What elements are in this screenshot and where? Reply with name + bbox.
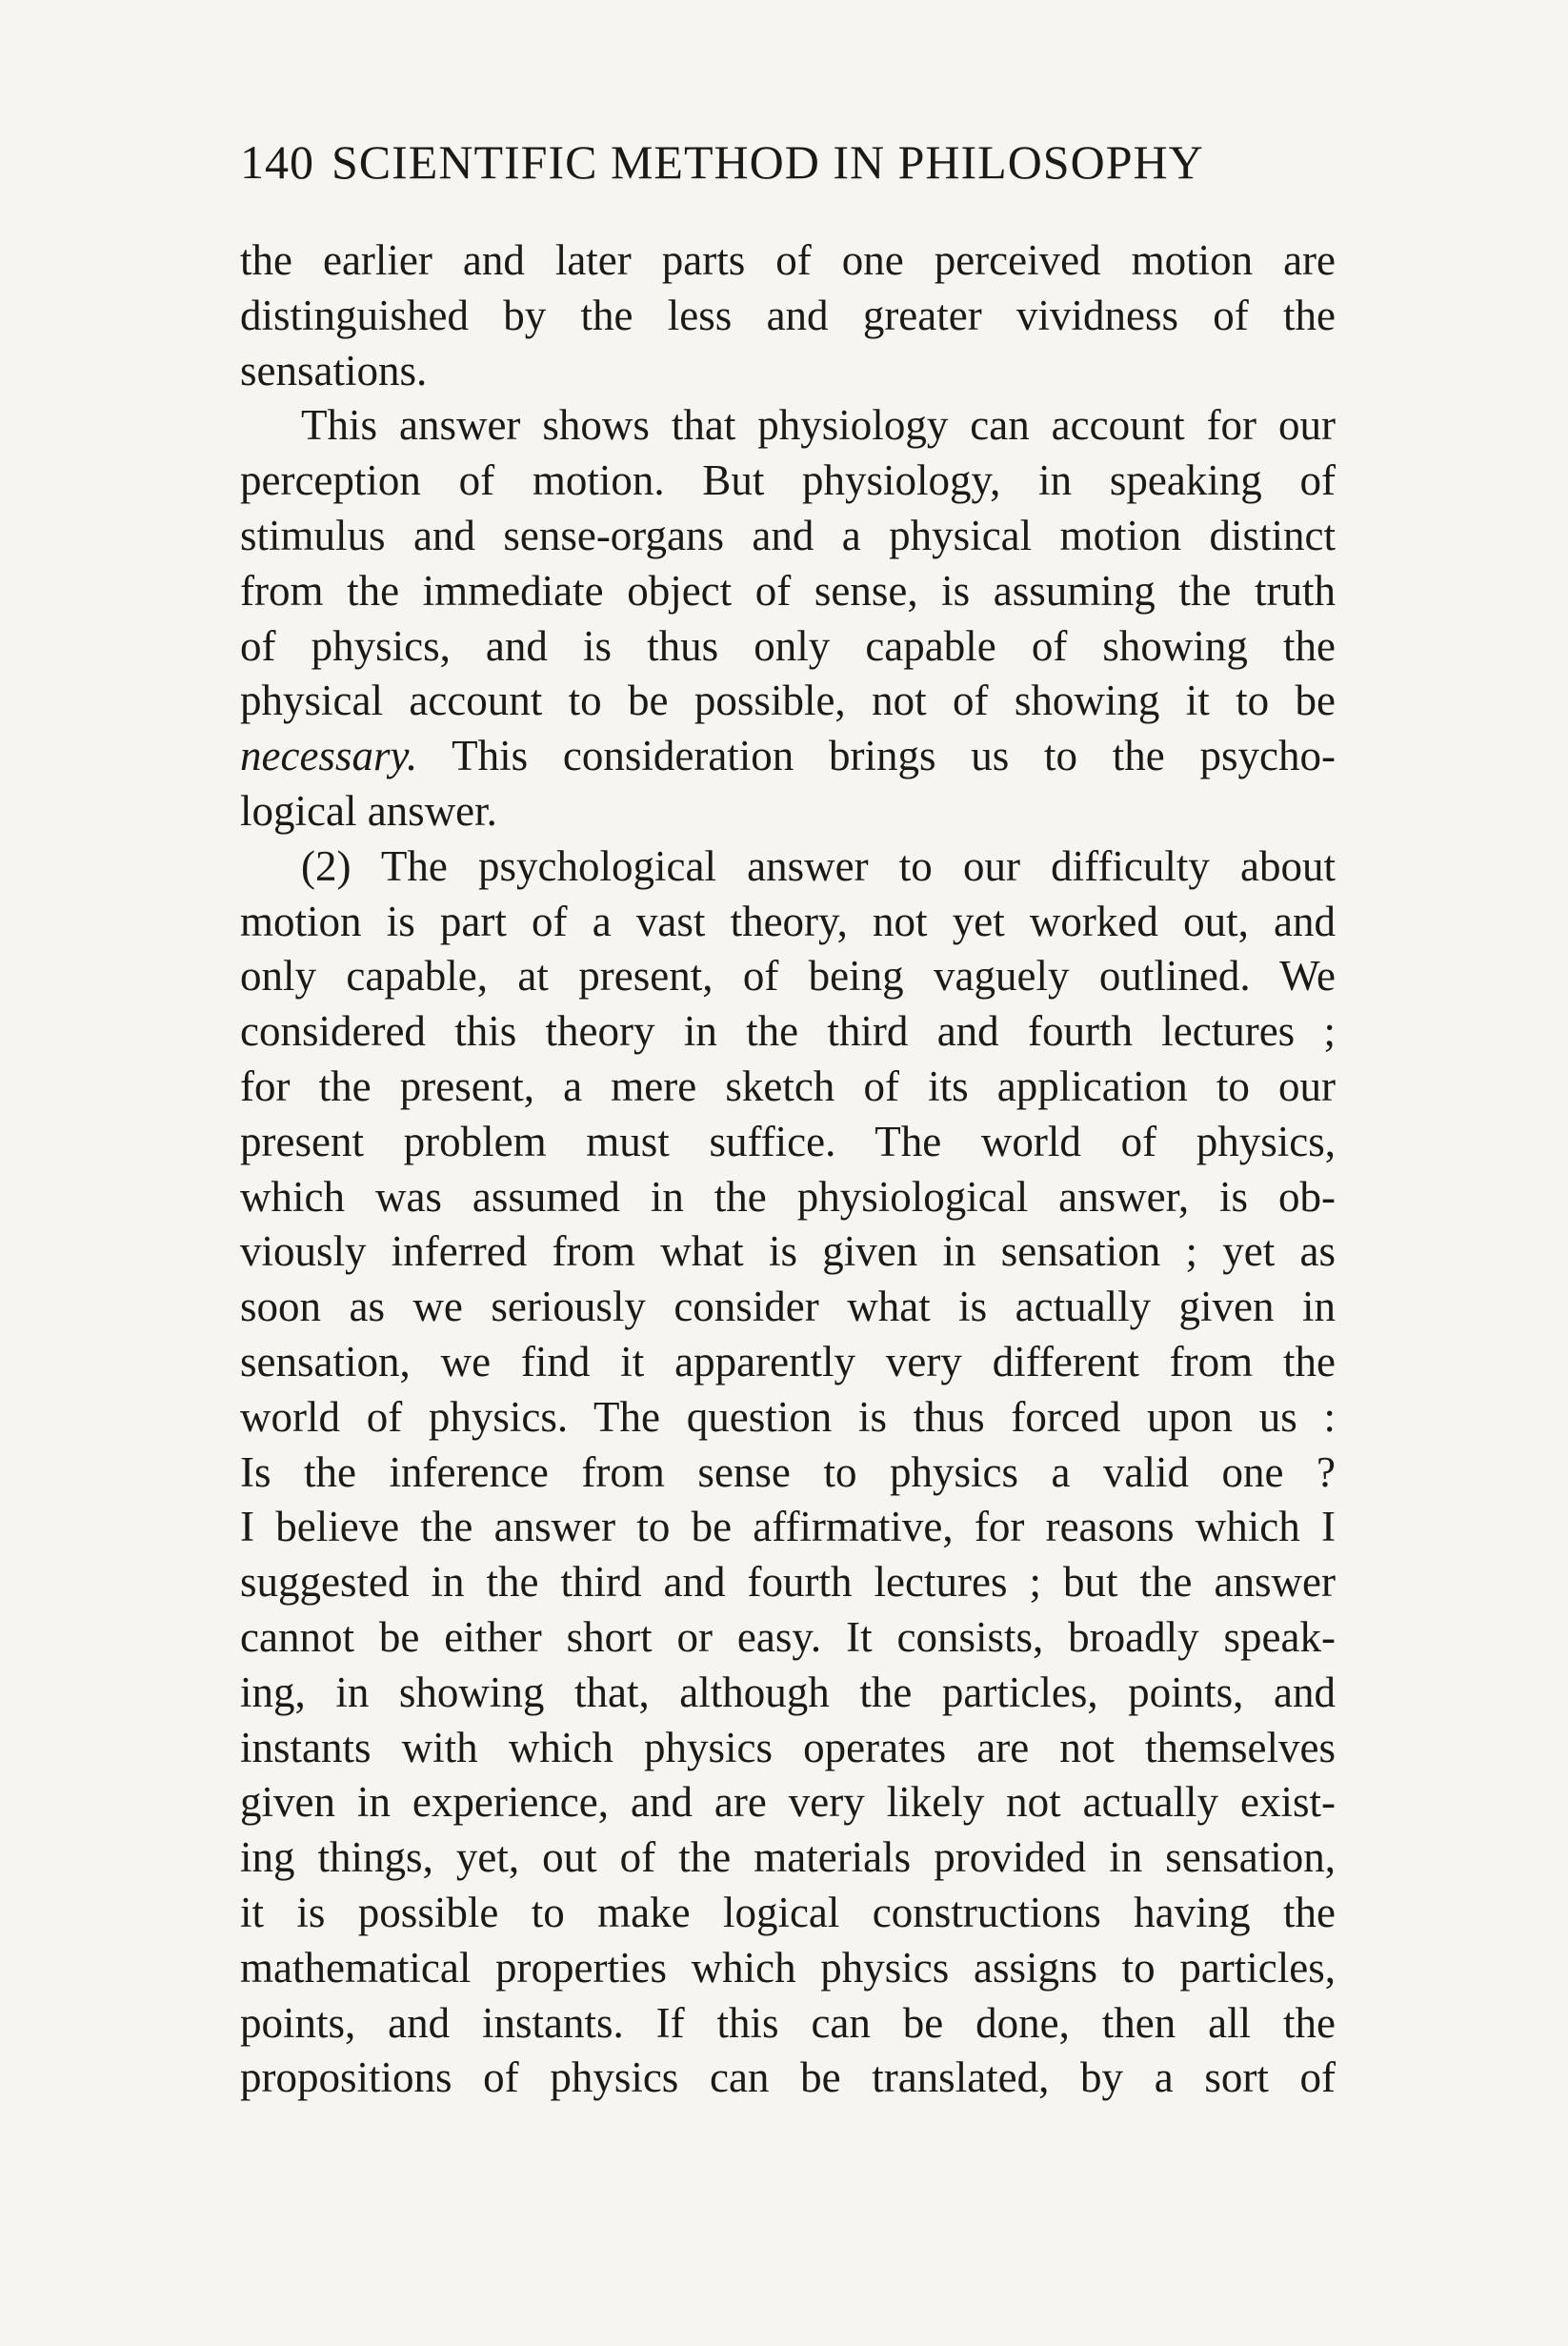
line-text: soon as we seriously consider what is actually given in (240, 1283, 1336, 1331)
text-line (240, 1941, 1336, 1996)
text-line (240, 1170, 1336, 1225)
line-text: cannot be either short or easy. It consists, broadly speak- (240, 1612, 1336, 1661)
line-text: which was assumed in the physiological answer, is ob- (240, 1172, 1336, 1221)
line-text: sensation, we find it apparently very different from the (240, 1337, 1336, 1385)
line-text: sensations. (240, 346, 428, 394)
text-line (240, 1446, 1336, 1501)
line-text: for the present, a mere sketch of its application to our (240, 1062, 1336, 1110)
text-line (240, 1721, 1336, 1776)
line-text: ing, in showing that, although the particles, points, and (240, 1668, 1336, 1716)
line-text: ing things, yet, out of the materials provided in sensation, (240, 1833, 1336, 1882)
line-text: physical account to be possible, not of showing it to be (240, 677, 1336, 725)
line-text: stimulus and sense-organs and a physical motion distinct (240, 511, 1336, 559)
line-text: given in experience, and are very likely not actually exist- (240, 1778, 1336, 1827)
body-text (240, 233, 1336, 2106)
italic-word: necessary. (240, 732, 418, 780)
line-text: considered this theory in the third and fourth lectures ; (240, 1007, 1336, 1056)
text-line (240, 1500, 1336, 1555)
text-line (240, 344, 1336, 399)
line-text: (2) The psychological answer to our difficulty about (301, 841, 1336, 890)
text-line (240, 1335, 1336, 1390)
line-text: perception of motion. But physiology, in speaking of (240, 456, 1336, 505)
text-line (240, 398, 1336, 454)
line-text: mathematical properties which physics assigns to particles, (240, 1943, 1336, 1992)
running-title: SCIENTIFIC METHOD IN PHILOSOPHY (332, 135, 1204, 189)
text-line (240, 619, 1336, 675)
text-line (240, 729, 1336, 784)
line-text: from the immediate object of sense, is assuming the truth (240, 566, 1336, 615)
text-line (240, 2051, 1336, 2106)
line-text: only capable, at present, of being vaguely outlined. We (240, 952, 1336, 1001)
line-text: the earlier and later parts of one perceived motion are (240, 236, 1336, 284)
line-text: motion is part of a vast theory, not yet worked out, and (240, 897, 1336, 945)
line-text: world of physics. The question is thus forced upon us : (240, 1392, 1336, 1441)
text-line (240, 509, 1336, 564)
text-line (240, 1060, 1336, 1115)
text-line (240, 289, 1336, 344)
text-line (240, 454, 1336, 509)
text-line (240, 1886, 1336, 1941)
line-text: I believe the answer to be affirmative, for reasons which I (240, 1503, 1336, 1551)
line-text: points, and instants. If this can be done, then all the (240, 1998, 1336, 2047)
running-header (240, 133, 1336, 191)
text-line (240, 1830, 1336, 1886)
text-line (240, 949, 1336, 1004)
text-line (240, 674, 1336, 729)
text-line (240, 839, 1336, 895)
line-text: viously inferred from what is given in sensation ; yet as (240, 1227, 1336, 1276)
line-text: propositions of physics can be translated, by a sort of (240, 2053, 1336, 2102)
text-line (240, 233, 1336, 289)
text-line (240, 1775, 1336, 1830)
page-number: 140 (240, 135, 314, 189)
line-text: suggested in the third and fourth lectures ; but the answer (240, 1558, 1336, 1607)
text-line (240, 1610, 1336, 1666)
text-line (240, 1224, 1336, 1280)
text-line (240, 564, 1336, 619)
line-text: This answer shows that physiology can account for our (301, 401, 1336, 450)
line-text: it is possible to make logical constructions having the (240, 1888, 1336, 1936)
line-text: Is the inference from sense to physics a valid one ? (240, 1447, 1336, 1496)
text-line (240, 784, 1336, 839)
text-line (240, 895, 1336, 950)
text-line (240, 1996, 1336, 2052)
text-line (240, 1004, 1336, 1060)
line-text: logical answer. (240, 786, 497, 835)
line-text: of physics, and is thus only capable of showing the (240, 621, 1336, 670)
text-line (240, 1666, 1336, 1721)
line-text: instants with which physics operates are not themselves (240, 1723, 1336, 1771)
text-line (240, 1390, 1336, 1446)
line-text: present problem must suffice. The world of physics, (240, 1117, 1336, 1165)
line-text: distinguished by the less and greater vividness of the (240, 291, 1336, 339)
text-line (240, 1115, 1336, 1170)
text-line (240, 1280, 1336, 1335)
text-line (240, 1555, 1336, 1610)
line-text: This consideration brings us to the psycho- (417, 732, 1336, 780)
